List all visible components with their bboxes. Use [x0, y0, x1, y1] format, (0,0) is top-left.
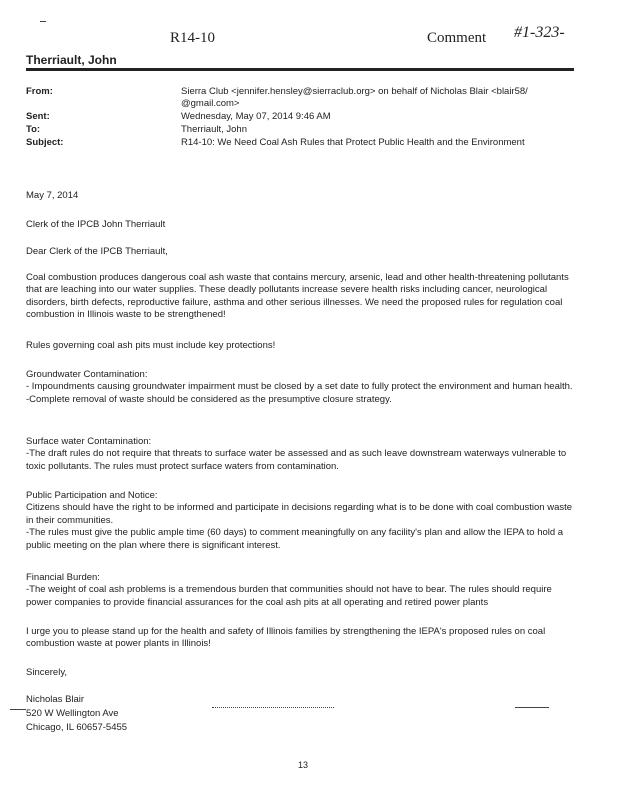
intro-paragraph: Coal combustion produces dangerous coal ash waste that contains mercury, arsenic, lead and other health-threatening pollutants that are leaching into our water supplies. These deadly pollutants increase severe health risks including cancer, neurological disorders, birth defects, reproductive failure, asthma and other serious illnesses. We need the proposed rules for regulation coal combustion in Illinois waste to be strengthened! [26, 272, 569, 321]
signature-city: Chicago, IL 60657-5455 [26, 722, 128, 733]
from-value: Sierra Club <jennifer.hensley@sierraclub.org> on behalf of Nicholas Blair <blair58/ @gmail.com> [181, 86, 528, 109]
from-label: From: [26, 86, 53, 97]
letter-date: May 7, 2014 [26, 190, 79, 201]
header-rule [26, 68, 574, 71]
sent-label: Sent: [26, 111, 50, 122]
financial-burden-title: Financial Burden: [26, 572, 100, 583]
docket-number: R14-10 [170, 30, 215, 46]
public-participation-point-2: -The rules must give the public ample time (60 days) to comment meaningfully on any facility's plan and allow the IEPA to hold a public meeting on the plan where there is significant interest. [26, 527, 564, 551]
closing-paragraph: I urge you to please stand up for the health and safety of Illinois families by strengthening the IEPA's proposed rules on coal combustion waste at power plants in Illinois! [26, 626, 546, 650]
signature-name: Nicholas Blair [26, 694, 85, 705]
scan-mark-left [10, 709, 26, 710]
comment-label: Comment [427, 30, 487, 46]
salutation: Dear Clerk of the IPCB Therriault, [26, 246, 168, 257]
scan-mark-right [515, 707, 549, 708]
groundwater-title: Groundwater Contamination: [26, 369, 148, 380]
letter-recipient: Clerk of the IPCB John Therriault [26, 219, 166, 230]
financial-burden-section [26, 572, 576, 609]
subject-label: Subject: [26, 137, 64, 148]
sender-name: Therriault, John [26, 53, 117, 67]
sent-value: Wednesday, May 07, 2014 9:46 AM [181, 111, 331, 122]
groundwater-point-1: - Impoundments causing groundwater impairment must be closed by a set date to fully protect the environment and human health. [26, 381, 573, 393]
signoff: Sincerely, [26, 667, 68, 678]
public-participation-title: Public Participation and Notice: [26, 490, 158, 501]
surface-water-title: Surface water Contamination: [26, 436, 152, 447]
surface-water-point-1: -The draft rules do not require that threats to surface water be assessed and as such leave downstream waterways vulnerable to toxic pollutants. The rules must protect surface waters from contamination. [26, 448, 567, 472]
financial-burden-point-1: -The weight of coal ash problems is a tremendous burden that communities should not have to bear. The rules should require power companies to provide financial assurances for the coal ash pits at all operating and retired power plants [26, 584, 552, 608]
public-participation-point-1: Citizens should have the right to be informed and participate in decisions regarding what is to be done with coal combustion waste in their communities. [26, 502, 573, 526]
public-participation-section [26, 490, 576, 552]
page-number: 13 [298, 760, 309, 770]
to-value: Therriault, John [181, 124, 248, 135]
groundwater-section [26, 369, 576, 406]
scan-mark-corner [40, 21, 46, 22]
signature-address: 520 W Wellington Ave [26, 708, 119, 719]
comment-number: #1-323- [514, 24, 565, 41]
to-label: To: [26, 124, 41, 135]
groundwater-point-2: -Complete removal of waste should be considered as the presumptive closure strategy. [26, 393, 392, 405]
protections-paragraph: Rules governing coal ash pits must include key protections! [26, 340, 276, 351]
scan-mark-center [212, 707, 334, 708]
subject-value: R14-10: We Need Coal Ash Rules that Protect Public Health and the Environment [181, 137, 525, 148]
surface-water-section [26, 436, 576, 473]
